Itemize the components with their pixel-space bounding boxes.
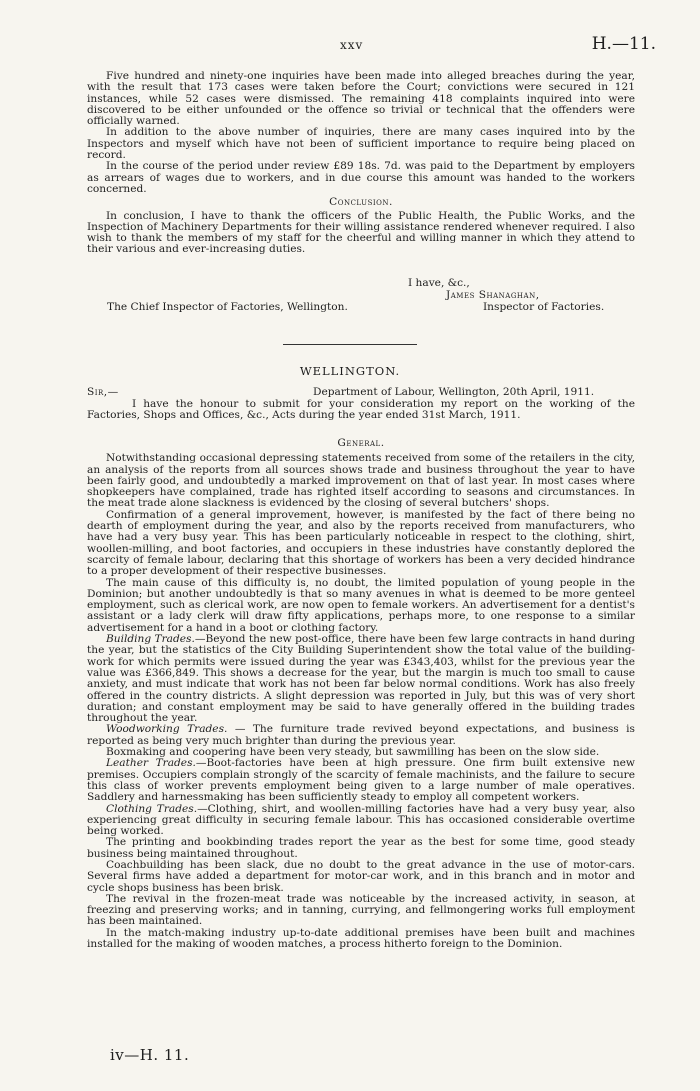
- signature-title: Inspector of Factories.: [483, 301, 605, 313]
- paragraph-printing: The printing and bookbinding trades report the year as the best for some time, good steady business being maintained throughout.: [87, 836, 635, 860]
- paragraph-arrears-of-wages: In the course of the period under review £89 18s. 7d. was paid to the Department by employers as arrears of wages due to workers, and in due course this amount was handed to the workers concerned.: [87, 160, 635, 195]
- section-divider: [283, 344, 417, 345]
- intro-block: [87, 399, 635, 422]
- addressee: The Chief Inspector of Factories, Wellington.: [107, 301, 348, 313]
- date-line: Department of Labour, Wellington, 20th April, 1911.: [313, 386, 595, 398]
- paragraph-clothing-trades: Clothing Trades.—Clothing, shirt, and woollen-milling factories have had a very busy year, also experiencing great difficulty in securing female labour. This has occasioned considerable overtime being worked.: [87, 802, 635, 838]
- paragraph-building-trades: Building Trades.—Beyond the new post-office, there have been few large contracts in hand during the year, but the statistics of the City Building Superintendent show the total value of the building-work for which permits were issued during the year was £343,403, whilst for the previous year the value was £366,849. This shows a decrease for the year, but the margin is much too small to cause anxiety, and must indicate that work has not been far below normal conditions. Work has also freely offered in the country districts. A slight depression was reported in July, but this was of very short duration; and constant employment may be said to have generally offered in the building trades throughout the year.: [87, 633, 636, 725]
- lead-woodworking-trades: Woodworking Trades.: [106, 723, 228, 736]
- paper-reference: H.—11.: [591, 34, 656, 54]
- signature-mark: iv—H. 11.: [110, 1046, 190, 1064]
- lead-leather-trades: Leather Trades.: [106, 757, 196, 770]
- signature-name: James Shanaghan,: [446, 289, 540, 301]
- paragraph-woodworking-trades: Woodworking Trades. — The furniture trade revived beyond expectations, and business is reported as being very much brighter than during the previous year.: [87, 723, 635, 747]
- closing-line: I have, &c.,: [408, 277, 470, 289]
- lead-building-trades: Building Trades.: [106, 633, 195, 646]
- paragraph-inquiries: Five hundred and ninety-one inquiries have been made into alleged breaches during the year, with the result that 173 cases were taken before the Court; convictions were secured in 121 instances, while 52 cases were dismissed. The remaining 418 complaints inquired into were discovered to be either unfounded or the offence so trivial or technical that the offenders were officially warned.: [87, 70, 635, 128]
- paragraph-conclusion: In conclusion, I have to thank the officers of the Public Health, the Public Works, and the Inspection of Machinery Departments for their willing assistance rendered whenever required. I also wish to thank the members of my staff for the cheerful and willing manner in which they attend to their various and ever-increasing duties.: [87, 209, 635, 256]
- paragraph-frozen-meat: The revival in the frozen-meat trade was noticeable by the increased activity, in season, at freezing and preserving works; and in tanning, currying, and fellmongering works full employment has been maintained.: [87, 892, 635, 928]
- paragraph-additional-inquiries: In addition to the above number of inquiries, there are many cases inquired into by the Inspectors and myself which have not been of sufficient importance to require being placed on record.: [87, 126, 635, 162]
- paragraph-employment: Confirmation of a general improvement, however, is manifested by the fact of there being no dearth of employment during the year, and also by the reports received from manufacturers, who have had a very busy year. This has been particularly noticeable in respect to the clothing, shirt, woollen-milling, and boot factories, and occupiers in these industries have constantly deplored the scarcity of female labour, declaring that this shortage of workers has been a very decided hindrance to a proper development of their respective businesses.: [87, 508, 635, 578]
- paragraph-intro: I have the honour to submit for your consideration my report on the working of the Factories, Shops and Offices, &c., Acts during the year ended 31st March, 1911.: [87, 398, 635, 422]
- lead-clothing-trades: Clothing Trades.: [106, 802, 198, 815]
- paragraph-leather-trades: Leather Trades.—Boot-factories have been at high pressure. One firm built extensive new premises. Occupiers complain strongly of the scarcity of female machinists, and the failure to secure this class of worker prevents employment being given to a large number of male operatives. Saddlery and harnessmaking has been sufficiently steady to employ all competent workers.: [87, 757, 636, 804]
- section-heading-wellington: WELLINGTON.: [299, 364, 401, 378]
- paragraph-trade-conditions: Notwithstanding occasional depressing statements received from some of the retailers in the city, an analysis of the reports from all sources shows trade and business throughout the year to have been fairly good, and undoubtedly a marked improvement on that of last year. In most cases where shopkeepers have complained, trade has righted itself according to seasons and circumstances. In the meat trade alone slackness is evidenced by the closing of several butchers' shops.: [87, 452, 635, 510]
- general-report-block: [87, 438, 635, 950]
- running-header: [0, 34, 700, 58]
- salutation: Sir,—: [87, 386, 119, 398]
- report-conclusion-block: [87, 71, 635, 256]
- paragraph-coachbuilding: Coachbuilding has been slack, due no doubt to the great advance in the use of motor-cars. Several firms have added a department for motor-car work, and in this branch and in motor and cycle shops business has been brisk.: [87, 858, 635, 894]
- paragraph-match-making: In the match-making industry up-to-date additional premises have been built and machines installed for the making of wooden matches, a process hitherto foreign to the Dominion.: [87, 926, 635, 951]
- page-folio: xxv: [340, 38, 364, 52]
- general-heading: General.: [337, 437, 385, 449]
- conclusion-heading: Conclusion.: [329, 196, 393, 209]
- paragraph-boxmaking: Boxmaking and coopering have been very steady, but sawmilling has been on the slow side.: [106, 746, 600, 759]
- paragraph-labour-scarcity: The main cause of this difficulty is, no doubt, the limited population of young people in the Dominion; but another undoubtedly is that so many avenues in what is deemed to be more genteel employment, such as clerical work, are now open to female workers. An advertisement for a dentist's assistant or a lady clerk will draw fifty applications, perhaps more, to one response to a similar advertisement for a hand in a boot or clothing factory.: [87, 576, 635, 634]
